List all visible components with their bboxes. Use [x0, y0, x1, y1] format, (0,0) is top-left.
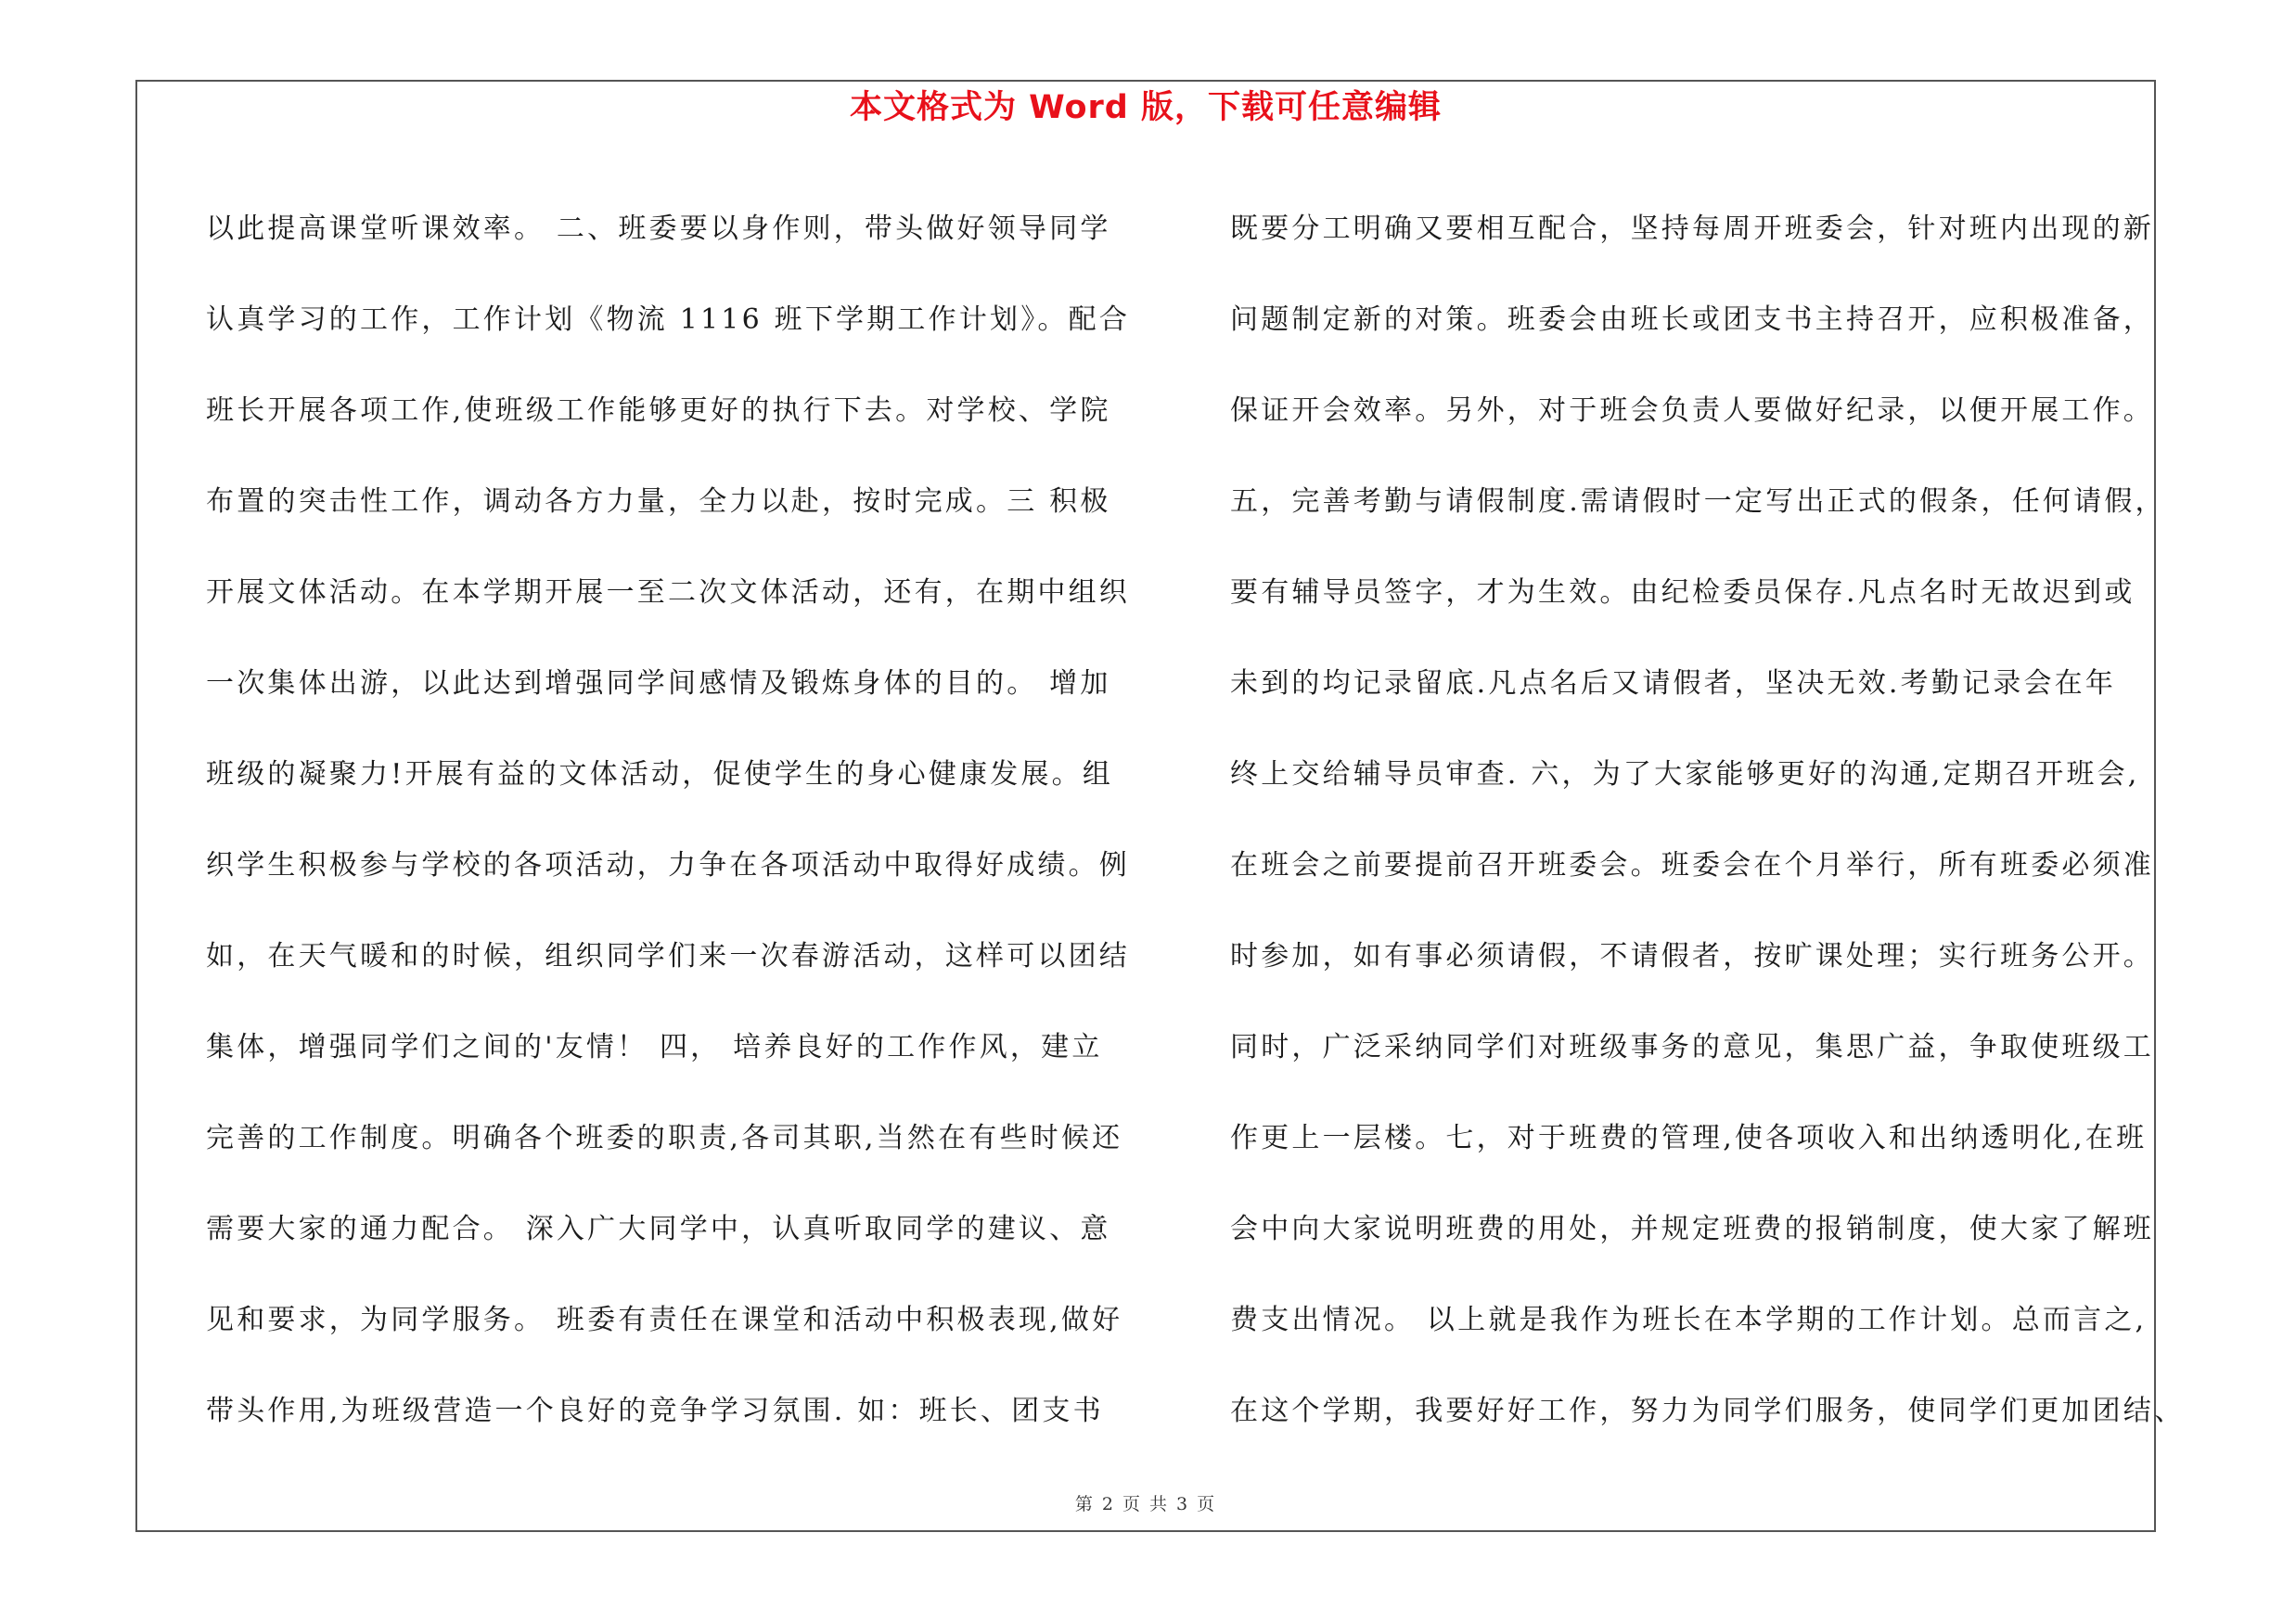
text-line: 需要大家的通力配合。 深入广大同学中，认真听取同学的建议、意 — [206, 1213, 1111, 1245]
text-line: 织学生积极参与学校的各项活动，力争在各项活动中取得好成绩。例 — [206, 849, 1130, 882]
header-banner: 本文格式为 Word 版，下载可任意编辑 — [849, 89, 1443, 126]
text-line: 带头作用,为班级营造一个良好的竞争学习氛围. 如：班长、团支书 — [206, 1395, 1104, 1427]
text-line: 完善的工作制度。明确各个班委的职责,各司其职,当然在有些时候还 — [206, 1122, 1123, 1154]
text-line: 未到的均记录留底.凡点名后又请假者，坚决无效.考勤记录会在年 — [1230, 667, 2117, 700]
text-line: 如，在天气暖和的时候，组织同学们来一次春游活动，这样可以团结 — [206, 940, 1130, 973]
text-line: 同时，广泛采纳同学们对班级事务的意见，集思广益，争取使班级工 — [1230, 1031, 2154, 1063]
text-line: 费支出情况。 以上就是我作为班长在本学期的工作计划。总而言之, — [1230, 1304, 2148, 1336]
text-line: 认真学习的工作，工作计划《物流 1116 班下学期工作计划》。配合 — [206, 303, 1131, 336]
right-column — [1230, 184, 2186, 1457]
text-line: 会中向大家说明班费的用处，并规定班费的报销制度，使大家了解班 — [1230, 1213, 2154, 1245]
text-line: 时参加，如有事必须请假，不请假者，按旷课处理；实行班务公开。 — [1230, 940, 2154, 973]
text-line: 班长开展各项工作,使班级工作能够更好的执行下去。对学校、学院 — [206, 394, 1111, 427]
text-line: 作更上一层楼。七，对于班费的管理,使各项收入和出纳透明化,在班 — [1230, 1122, 2148, 1154]
text-line: 见和要求，为同学服务。 班委有责任在课堂和活动中积极表现,做好 — [206, 1304, 1123, 1336]
text-line: 集体，增强同学们之间的'友情！ 四， 培养良好的工作作风，建立 — [206, 1031, 1103, 1063]
text-line: 布置的突击性工作，调动各方力量，全力以赴，按时完成。三 积极 — [206, 485, 1111, 518]
text-line: 要有辅导员签字，才为生效。由纪检委员保存.凡点名时无故迟到或 — [1230, 576, 2136, 609]
text-line: 终上交给辅导员审查. 六，为了大家能够更好的沟通,定期召开班会, — [1230, 758, 2140, 791]
text-line: 开展文体活动。在本学期开展一至二次文体活动，还有，在期中组织 — [206, 576, 1130, 609]
text-line: 以此提高课堂听课效率。 二、班委要以身作则，带头做好领导同学 — [206, 213, 1111, 245]
text-line: 五，完善考勤与请假制度.需请假时一定写出正式的假条，任何请假， — [1230, 485, 2166, 518]
text-line: 既要分工明确又要相互配合，坚持每周开班委会，针对班内出现的新 — [1230, 213, 2154, 245]
text-line: 班级的凝聚力!开展有益的文体活动，促使学生的身心健康发展。组 — [206, 758, 1114, 791]
text-line: 在班会之前要提前召开班委会。班委会在个月举行，所有班委必须准 — [1230, 849, 2154, 882]
text-line: 在这个学期，我要好好工作，努力为同学们服务，使同学们更加团结、 — [1230, 1395, 2186, 1427]
left-column — [206, 184, 1134, 1457]
text-line: 一次集体出游，以此达到增强同学间感情及锻炼身体的目的。 增加 — [206, 667, 1111, 700]
text-line: 问题制定新的对策。班委会由班长或团支书主持召开，应积极准备， — [1230, 303, 2154, 336]
page-number: 第 2 页 共 3 页 — [1074, 1494, 1217, 1514]
text-line: 保证开会效率。另外，对于班会负责人要做好纪录，以便开展工作。 — [1230, 394, 2154, 427]
